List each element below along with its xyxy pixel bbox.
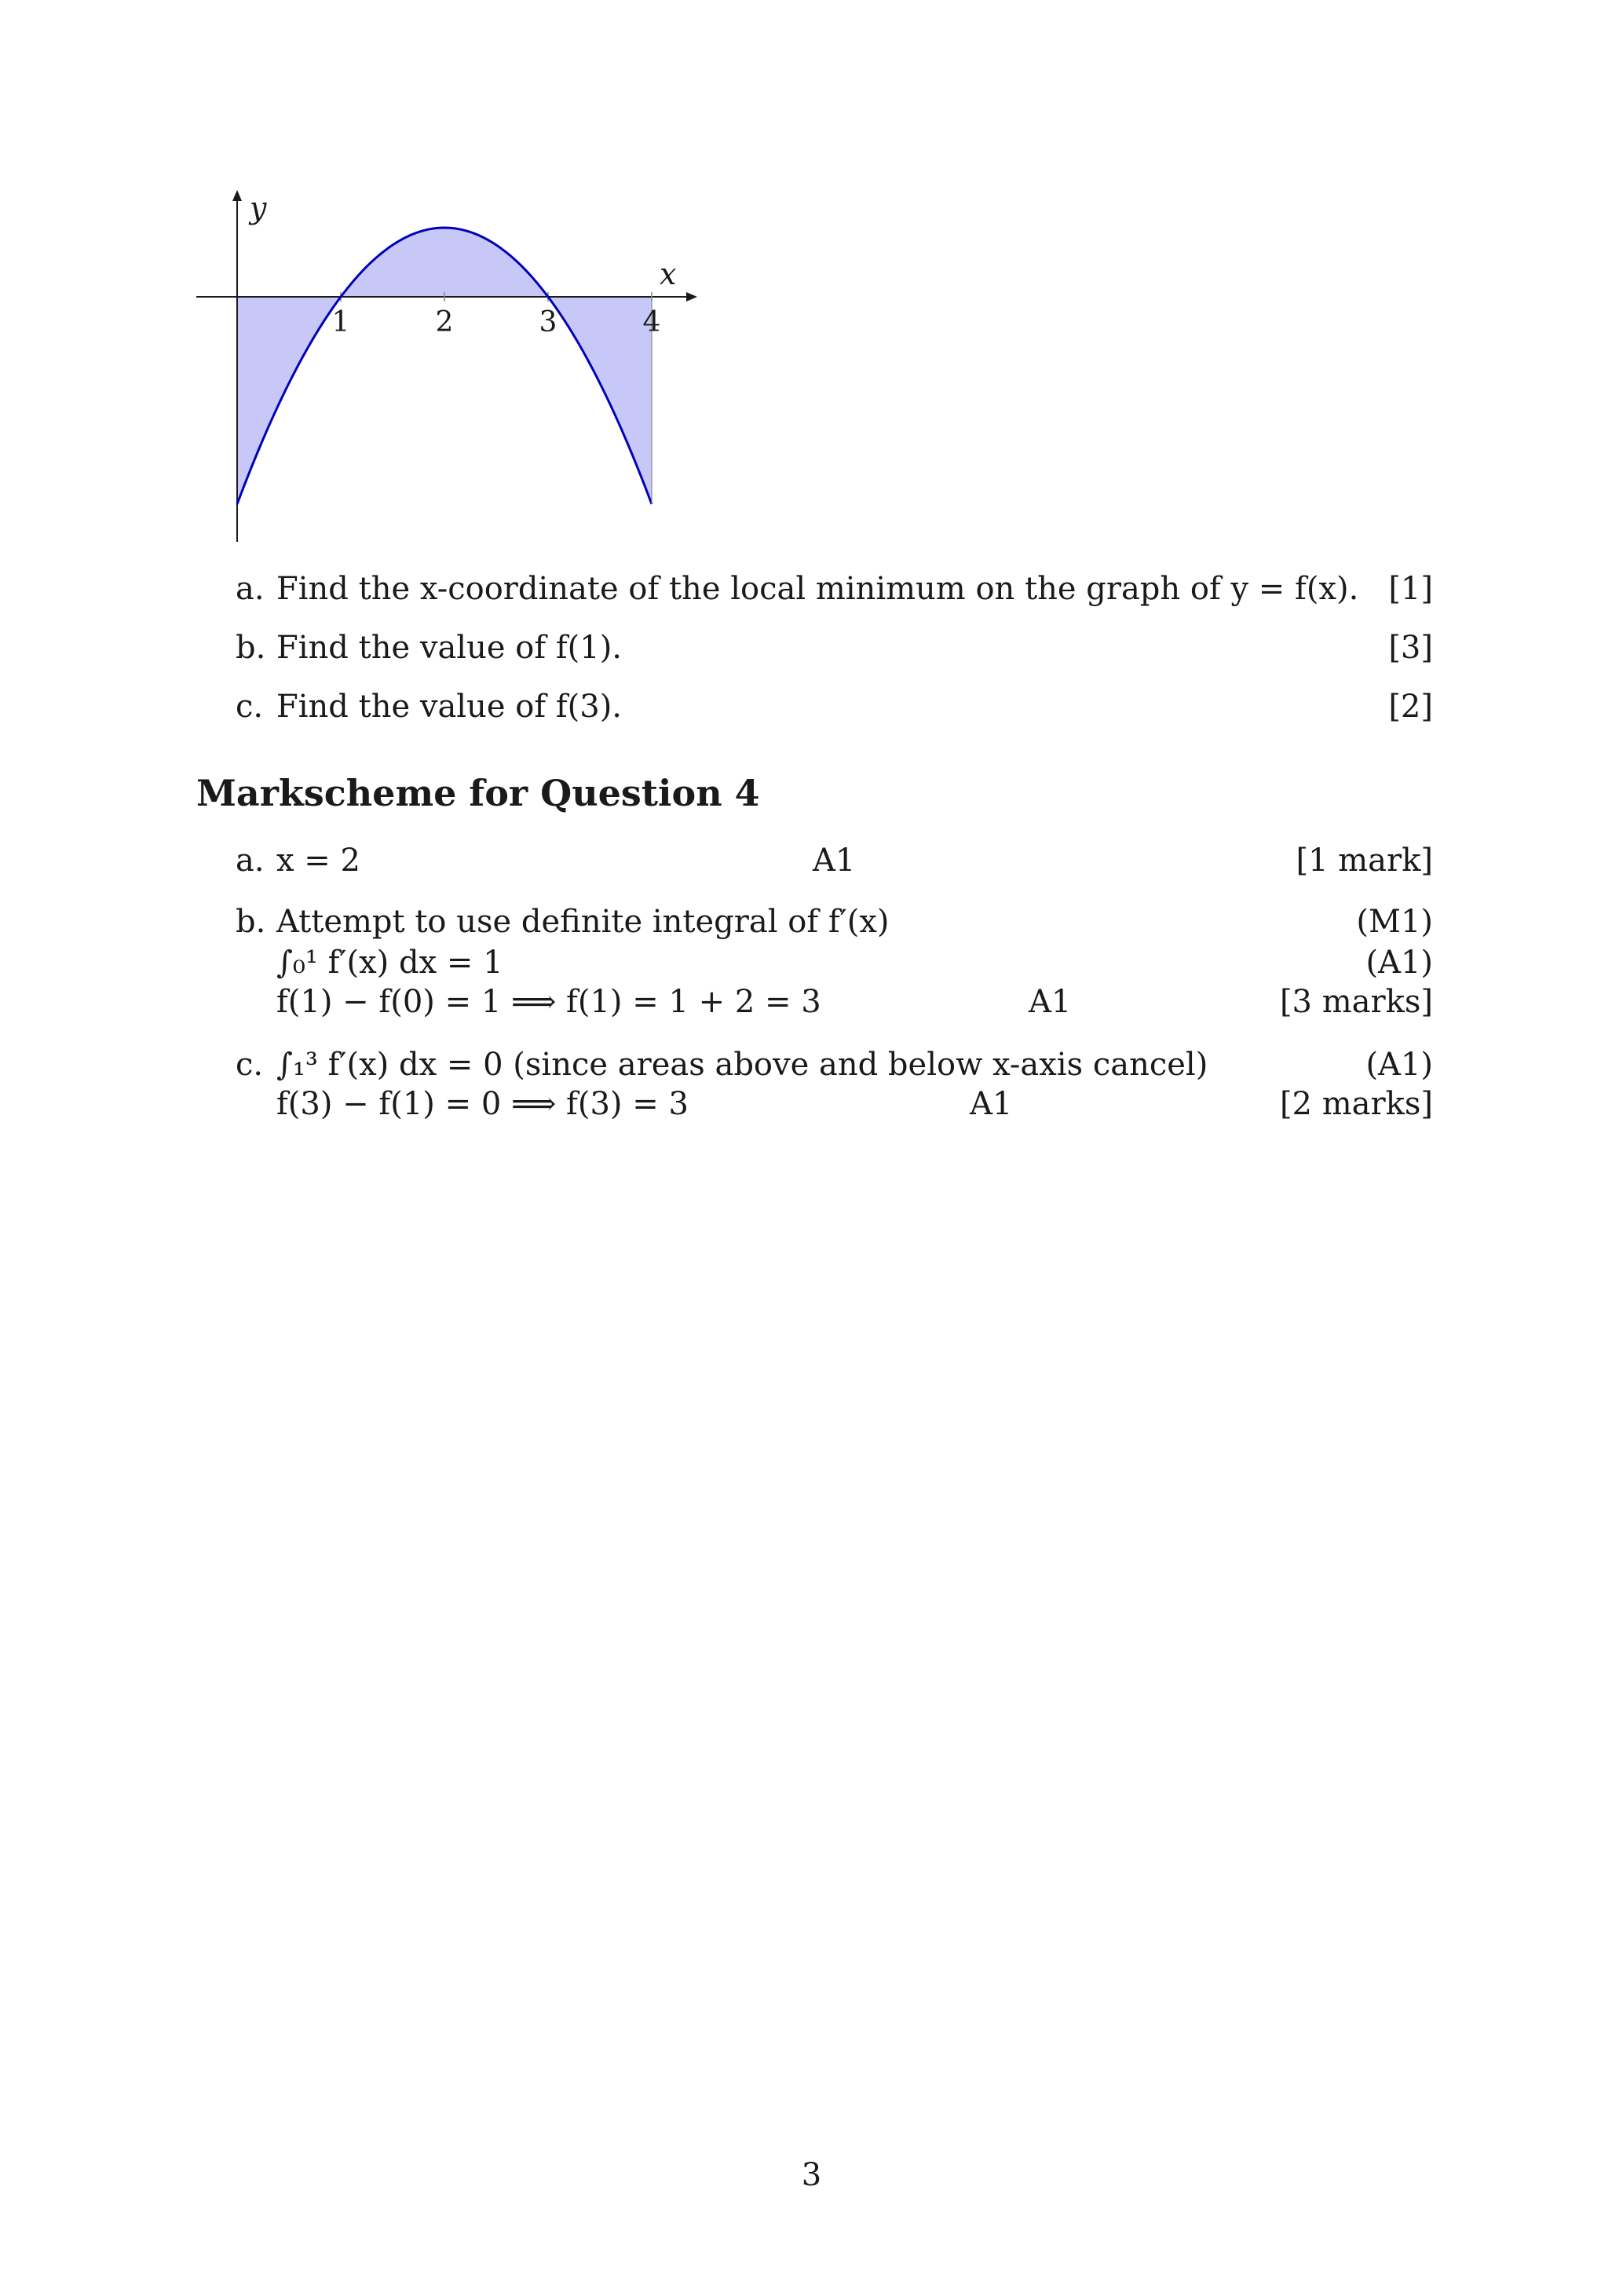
question-c-label: c. [236, 689, 264, 725]
markscheme-b-line1-code: (M1) [1356, 904, 1433, 940]
question-b-label: b. [236, 630, 266, 666]
markscheme-b-line3-text: f(1) − f(0) = 1 ⟹ f(1) = 1 + 2 = 3 [276, 984, 821, 1020]
question-c [236, 683, 1433, 730]
function-graph [188, 181, 707, 558]
question-b-marks: [3] [1388, 630, 1433, 666]
question-c-marks: [2] [1388, 689, 1433, 725]
markscheme-heading: Markscheme for Question 4 [196, 772, 760, 814]
question-c-text: Find the value of f(3). [276, 689, 623, 725]
markscheme-c-marks: [2 marks] [1279, 1086, 1433, 1122]
markscheme-c-line1 [236, 1044, 1433, 1085]
markscheme-c-line2-text: f(3) − f(1) = 0 ⟹ f(3) = 3 [276, 1086, 689, 1122]
page-number: 3 [801, 2157, 822, 2193]
question-b [236, 624, 1433, 671]
markscheme-c-line2 [236, 1084, 1433, 1124]
x-tick-label-1: 1 [331, 306, 350, 338]
markscheme-c-label: c. [236, 1047, 264, 1083]
question-a-text: Find the x-coordinate of the local minimum on the graph of y = f(x). [276, 571, 1359, 607]
x-tick-label-2: 2 [435, 306, 454, 338]
question-a [236, 565, 1433, 612]
x-axis-arrow [686, 292, 697, 302]
markscheme-a-label: a. [236, 843, 265, 879]
markscheme-c-line2-code: A1 [970, 1086, 1013, 1122]
markscheme-b-line3-code: A1 [1029, 984, 1072, 1020]
markscheme-c-line1-text: ∫₁³ f′(x) dx = 0 (since areas above and below x-axis cancel) [276, 1047, 1208, 1083]
markscheme-c-line1-code: (A1) [1365, 1047, 1433, 1083]
markscheme-b-line2 [236, 942, 1433, 983]
y-axis-arrow [232, 190, 242, 201]
markscheme-b-marks: [3 marks] [1279, 984, 1433, 1020]
markscheme-b-line2-code: (A1) [1365, 945, 1433, 981]
markscheme-b-label: b. [236, 904, 266, 940]
markscheme-a-code: A1 [813, 843, 856, 879]
shaded-area [237, 228, 652, 504]
question-b-text: Find the value of f(1). [276, 630, 623, 666]
markscheme-b-line2-text: ∫₀¹ f′(x) dx = 1 [276, 945, 503, 981]
question-a-marks: [1] [1388, 571, 1433, 607]
markscheme-b-line1 [236, 901, 1433, 942]
x-tick-label-4: 4 [642, 306, 661, 338]
y-axis-label: y [250, 191, 267, 225]
x-tick-label-3: 3 [539, 306, 557, 338]
markscheme-b-line3 [236, 982, 1433, 1022]
question-a-label: a. [236, 571, 265, 607]
x-axis-label: x [660, 257, 677, 291]
markscheme-a-marks: [1 mark] [1296, 843, 1433, 879]
markscheme-a-text: x = 2 [276, 843, 360, 879]
markscheme-a [236, 840, 1433, 881]
markscheme-b-line1-text: Attempt to use definite integral of f′(x) [276, 904, 890, 940]
